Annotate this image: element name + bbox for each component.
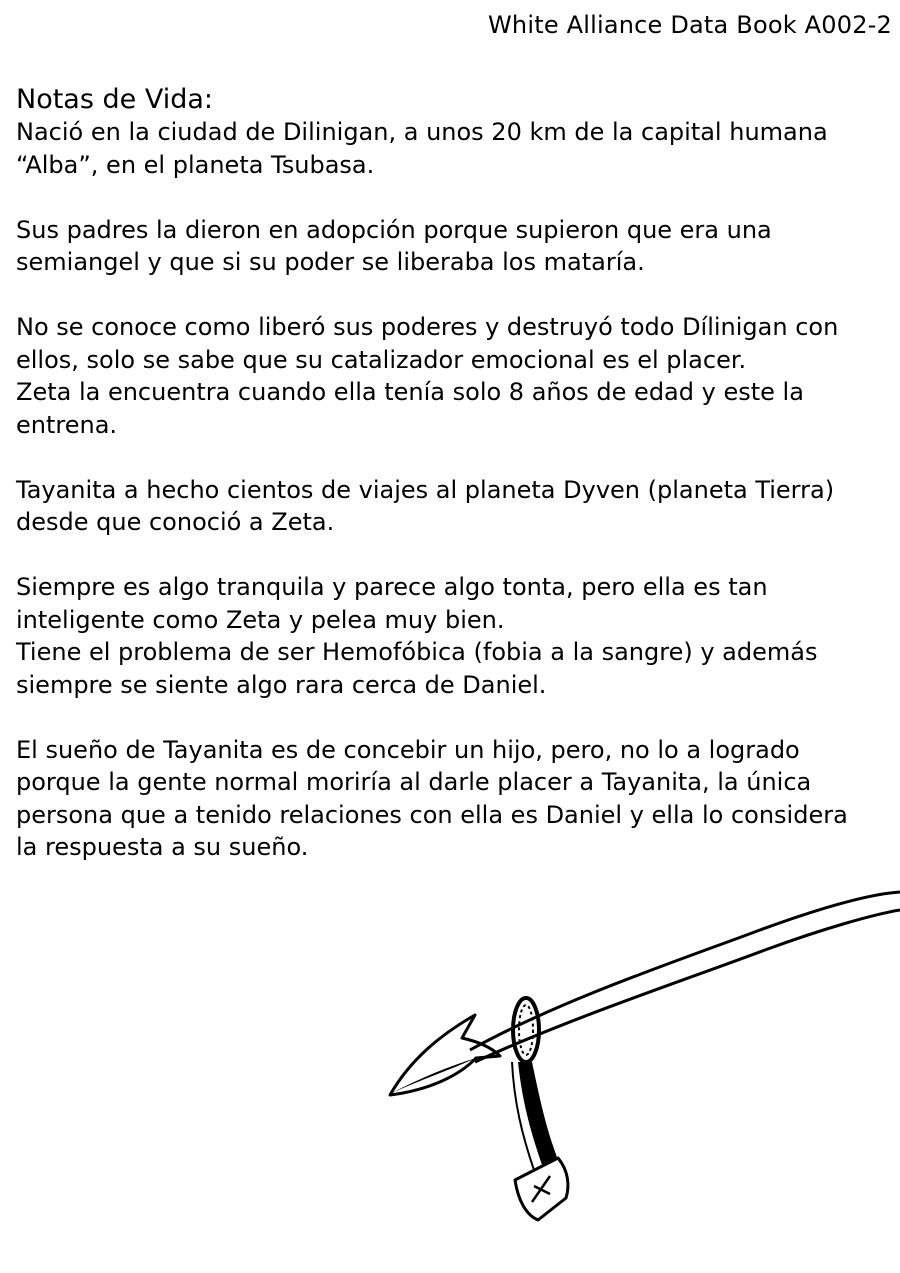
paragraph-powers [16,311,886,441]
text-line: entrena. [16,410,118,439]
text-line: ellos, solo se sabe que su catalizador emocional es el placer. [16,345,747,374]
paragraph-adoption [16,214,886,279]
text-line: Tayanita a hecho cientos de viajes al planeta Dyven (planeta Tierra) [16,475,835,504]
paragraph-birth [16,116,886,181]
text-line: porque la gente normal moriría al darle placer a Tayanita, la única [16,768,812,796]
text-line: El sueño de Tayanita es de concebir un hijo, pero, no lo a logrado [16,735,800,764]
hanging-ribbon [518,1062,558,1165]
spearhead [390,1015,500,1095]
text-line: desde que conoció a Zeta. [16,508,335,536]
text-line: siempre se siente algo rara cerca de Daniel. [16,670,547,699]
ring-binding [513,998,539,1062]
text-line: “Alba”, en el planeta Tsubasa. [16,150,375,179]
paragraph-personality [16,571,886,701]
text-line: persona que a tenido relaciones con ella es Daniel y ella lo considera [16,800,848,829]
ring-binding-inner [519,1005,533,1055]
text-line: Siempre es algo tranquila y parece algo tonta, pero ella es tan [16,573,768,601]
text-line: Tiene el problema de ser Hemofóbica (fobia a la sangre) y además [16,638,818,666]
text-line: No se conoce como liberó sus poderes y destruyó todo Dílinigan con [16,313,839,341]
paragraph-travels [16,474,886,539]
text-line: semiangel y que si su poder se liberaba los mataría. [16,248,645,276]
text-line: la respuesta a su sueño. [16,833,309,861]
page-header-title: White Alliance Data Book A002-2 [488,11,892,39]
notes-section [16,84,886,896]
text-line: Zeta la encuentra cuando ella tenía solo 8 años de edad y este la [16,378,804,406]
text-line: Sus padres la dieron en adopción porque supieron que era una [16,215,772,244]
notes-heading: Notas de Vida: [16,84,213,115]
spear-shaft [470,892,900,1050]
paragraph-dream [16,734,886,864]
text-line: Nació en la ciudad de Dilinigan, a unos 20 km de la capital humana [16,118,828,146]
spear-with-ribbon-drawing-icon [380,880,900,1240]
text-line: inteligente como Zeta y pelea muy bien. [16,605,505,634]
